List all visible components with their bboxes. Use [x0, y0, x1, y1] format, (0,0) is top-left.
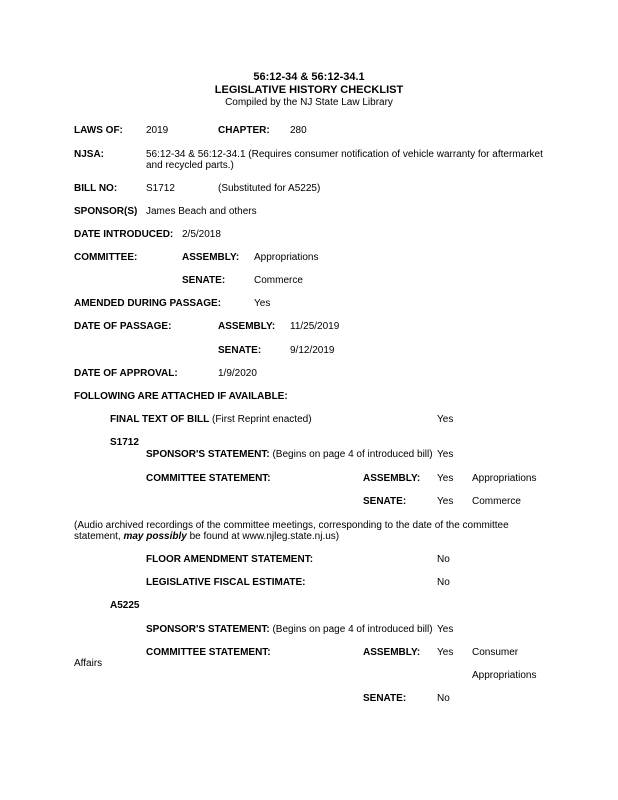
amended-value: Yes: [254, 298, 271, 309]
a5225-sponsor-note: (Begins on page 4 of introduced bill): [272, 624, 433, 635]
date-introduced-value: 2/5/2018: [182, 229, 221, 240]
final-text-note: (First Reprint enacted): [212, 414, 312, 425]
s1712-senate-label: SENATE:: [363, 496, 407, 507]
date-introduced-label: DATE INTRODUCED:: [74, 229, 174, 240]
bill-no-value: S1712: [146, 183, 175, 194]
audio-note-post: be found at www.njleg.state.nj.us): [186, 531, 340, 542]
passage-label: DATE OF PASSAGE:: [74, 321, 172, 332]
committee-senate-value: Commerce: [254, 275, 303, 286]
s1712-sponsor-value: Yes: [437, 449, 454, 460]
title-line-1: 56:12-34 & 56:12-34.1: [253, 71, 365, 83]
njsa-line-1: 56:12-34 & 56:12-34.1 (Requires consumer notification of vehicle warranty for aftermarket: [146, 149, 543, 160]
sponsors-label: SPONSOR(S): [74, 206, 138, 217]
bill-substituted: (Substituted for A5225): [218, 183, 321, 194]
final-text-row: [110, 414, 312, 426]
a5225-assembly-committee-2: Affairs: [74, 658, 103, 669]
s1712-heading: S1712: [110, 437, 139, 448]
fiscal-value: No: [437, 577, 450, 588]
s1712-assembly-label: ASSEMBLY:: [363, 473, 421, 484]
committee-assembly-label: ASSEMBLY:: [182, 252, 240, 263]
a5225-sponsor-value: Yes: [437, 624, 454, 635]
a5225-assembly-committee-1: Consumer: [472, 647, 519, 658]
floor-label: FLOOR AMENDMENT STATEMENT:: [146, 554, 314, 565]
chapter-value: 280: [290, 125, 307, 136]
s1712-assembly-committee: Appropriations: [472, 473, 537, 484]
audio-note-emphasis: may possibly: [123, 531, 187, 542]
committee-label: COMMITTEE:: [74, 252, 138, 263]
laws-of-label: LAWS OF:: [74, 125, 123, 136]
njsa-line-2: and recycled parts.): [146, 160, 234, 171]
approval-label: DATE OF APPROVAL:: [74, 368, 178, 379]
title-line-2: LEGISLATIVE HISTORY CHECKLIST: [214, 84, 404, 96]
a5225-senate-value: No: [437, 693, 450, 704]
following-heading: FOLLOWING ARE ATTACHED IF AVAILABLE:: [74, 391, 288, 402]
a5225-senate-label: SENATE:: [363, 693, 407, 704]
njsa-label: NJSA:: [74, 149, 105, 160]
a5225-sponsor-row: [146, 624, 433, 636]
a5225-sponsor-label: SPONSOR'S STATEMENT:: [146, 624, 270, 635]
committee-senate-label: SENATE:: [182, 275, 226, 286]
final-text-value: Yes: [437, 414, 454, 425]
a5225-assembly-label: ASSEMBLY:: [363, 647, 421, 658]
s1712-senate-committee: Commerce: [472, 496, 521, 507]
audio-note-line-2: [74, 531, 339, 543]
a5225-heading: A5225: [110, 600, 140, 611]
s1712-senate-value: Yes: [437, 496, 454, 507]
passage-assembly-label: ASSEMBLY:: [218, 321, 276, 332]
fiscal-label: LEGISLATIVE FISCAL ESTIMATE:: [146, 577, 306, 588]
s1712-sponsor-label: SPONSOR'S STATEMENT:: [146, 449, 270, 460]
amended-label: AMENDED DURING PASSAGE:: [74, 298, 222, 309]
s1712-assembly-value: Yes: [437, 473, 454, 484]
s1712-sponsor-note: (Begins on page 4 of introduced bill): [272, 449, 433, 460]
passage-assembly-value: 11/25/2019: [290, 321, 340, 332]
floor-value: No: [437, 554, 450, 565]
chapter-label: CHAPTER:: [218, 125, 270, 136]
s1712-committee-label: COMMITTEE STATEMENT:: [146, 473, 271, 484]
audio-note-pre: statement,: [74, 531, 124, 542]
a5225-assembly-value: Yes: [437, 647, 454, 658]
audio-note-line-1: (Audio archived recordings of the committee meetings, corresponding to the date of the committee: [74, 520, 509, 531]
compiled-by: Compiled by the NJ State Law Library: [225, 97, 393, 108]
approval-value: 1/9/2020: [218, 368, 257, 379]
laws-of-value: 2019: [146, 125, 169, 136]
passage-senate-value: 9/12/2019: [290, 345, 335, 356]
committee-assembly-value: Appropriations: [254, 252, 319, 263]
final-text-label: FINAL TEXT OF BILL: [110, 414, 210, 425]
s1712-sponsor-row: [146, 449, 433, 461]
sponsors-value: James Beach and others: [146, 206, 257, 217]
a5225-committee-label: COMMITTEE STATEMENT:: [146, 647, 271, 658]
passage-senate-label: SENATE:: [218, 345, 262, 356]
bill-no-label: BILL NO:: [74, 183, 118, 194]
a5225-assembly-committee-3: Appropriations: [472, 670, 537, 681]
